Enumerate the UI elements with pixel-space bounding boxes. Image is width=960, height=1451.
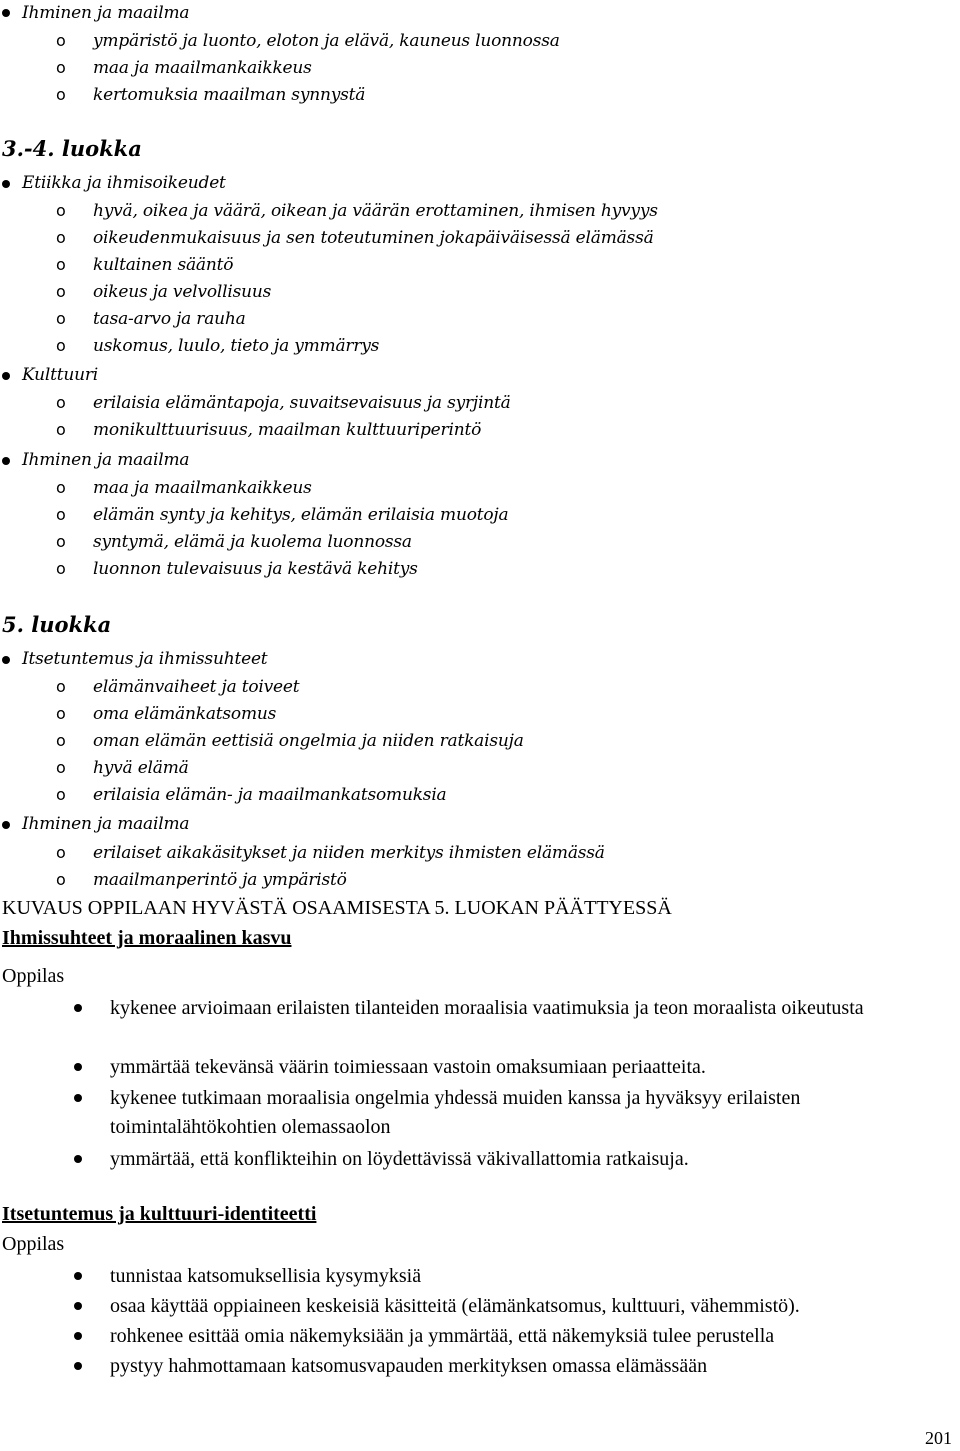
bullet-dot (2, 372, 10, 380)
group-heading: Kulttuuri (22, 365, 99, 385)
sub-bullet: o (56, 677, 66, 696)
sub-bullet: o (56, 559, 66, 578)
list-item: elämänvaiheet ja toiveet (93, 677, 300, 697)
sub-bullet: o (56, 255, 66, 274)
list-item: hyvä, oikea ja väärä, oikean ja väärän erottaminen, ihmisen hyvyys (93, 201, 658, 221)
sub-bullet: o (56, 85, 66, 104)
bullet-dot (2, 656, 10, 664)
sub-bullet: o (56, 309, 66, 328)
list-item: uskomus, luulo, tieto ja ymmärrys (93, 336, 380, 356)
list-item: oikeus ja velvollisuus (93, 282, 272, 302)
list-item: maailmanperintö ja ympäristö (93, 870, 347, 890)
list-item: luonnon tulevaisuus ja kestävä kehitys (93, 559, 418, 579)
list-item: maa ja maailmankaikkeus (93, 58, 312, 78)
sub-bullet: o (56, 393, 66, 412)
list-item: kertomuksia maailman synnystä (93, 85, 366, 105)
bullet-text: kykenee tutkimaan moraalisia ongelmia yhdessä muiden kanssa ja hyväksyy erilaisten toimintalähtökohtien olemassaolon (110, 1087, 801, 1138)
bullet-dot (2, 821, 10, 829)
sub-bullet: o (56, 758, 66, 777)
group-heading: Etiikka ja ihmisoikeudet (22, 173, 226, 193)
bullet-dot (74, 1063, 82, 1071)
list-item: hyvä elämä (93, 758, 189, 778)
bullet-text: kykenee arvioimaan erilaisten tilanteiden moraalisia vaatimuksia ja teon moraalista oikeutusta (110, 997, 864, 1019)
list-item: erilaisia elämäntapoja, suvaitsevaisuus ja syrjintä (93, 393, 511, 413)
group-heading: Ihminen ja maailma (22, 450, 190, 470)
list-item: syntymä, elämä ja kuolema luonnossa (93, 532, 412, 552)
sub-bullet: o (56, 420, 66, 439)
list-item: erilaisia elämän- ja maailmankatsomuksia (93, 785, 447, 805)
list-item: tasa-arvo ja rauha (93, 309, 246, 329)
sub-bullet: o (56, 870, 66, 889)
bullet-text: ymmärtää tekevänsä väärin toimiessaan vastoin omaksumiaan periaatteita. (110, 1056, 706, 1078)
bullet-text: rohkenee esittää omia näkemyksiään ja ymmärtää, että näkemyksiä tulee perustella (110, 1325, 775, 1347)
group-heading: Ihminen ja maailma (22, 814, 190, 834)
group-heading: Itsetuntemus ja ihmissuhteet (22, 649, 268, 669)
list-item: oikeudenmukaisuus ja sen toteutuminen jokapäiväisessä elämässä (93, 228, 654, 248)
subject-label: Oppilas (2, 1233, 65, 1255)
sub-bullet: o (56, 58, 66, 77)
sub-bullet: o (56, 201, 66, 220)
bullet-text: tunnistaa katsomuksellisia kysymyksiä (110, 1265, 422, 1287)
bullet-text: ymmärtää, että konflikteihin on löydettävissä väkivallattomia ratkaisuja. (110, 1148, 689, 1170)
subject-label: Oppilas (2, 965, 65, 987)
sub-bullet: o (56, 31, 66, 50)
list-item: elämän synty ja kehitys, elämän erilaisia muotoja (93, 505, 509, 525)
sub-bullet: o (56, 785, 66, 804)
grade-title: 5. luokka (2, 612, 112, 637)
sub-bullet: o (56, 336, 66, 355)
bullet-dot (74, 1332, 82, 1340)
sub-bullet: o (56, 228, 66, 247)
list-item: oman elämän eettisiä ongelmia ja niiden ratkaisuja (93, 731, 524, 751)
description-title: KUVAUS OPPILAAN HYVÄSTÄ OSAAMISESTA 5. LUOKAN PÄÄTTYESSÄ (2, 897, 672, 919)
list-item: monikulttuurisuus, maailman kulttuuriperintö (93, 420, 482, 440)
bullet-dot (74, 1272, 82, 1280)
list-item: kultainen sääntö (93, 255, 234, 275)
bullet-dot (74, 1302, 82, 1310)
grade-title: 3.-4. luokka (2, 136, 142, 161)
sub-bullet: o (56, 731, 66, 750)
bullet-dot (2, 9, 10, 17)
bullet-dot (74, 1004, 82, 1012)
list-item: oma elämänkatsomus (93, 704, 277, 724)
page-number: 201 (925, 1428, 952, 1448)
sub-bullet: o (56, 478, 66, 497)
bullet-dot (2, 180, 10, 188)
sub-bullet: o (56, 532, 66, 551)
list-item: maa ja maailmankaikkeus (93, 478, 312, 498)
list-item: ympäristö ja luonto, eloton ja elävä, kauneus luonnossa (93, 31, 560, 51)
bullet-dot (2, 457, 10, 465)
bullet-dot (74, 1094, 82, 1102)
sub-bullet: o (56, 282, 66, 301)
section-heading: Itsetuntemus ja kulttuuri-identiteetti (2, 1203, 317, 1225)
sub-bullet: o (56, 505, 66, 524)
bullet-text: pystyy hahmottamaan katsomusvapauden merkityksen omassa elämässään (110, 1355, 708, 1377)
section-heading: Ihmissuhteet ja moraalinen kasvu (2, 927, 292, 949)
list-item: erilaiset aikakäsitykset ja niiden merkitys ihmisten elämässä (93, 843, 605, 863)
group-heading: Ihminen ja maailma (22, 3, 190, 23)
bullet-dot (74, 1155, 82, 1163)
bullet-dot (74, 1362, 82, 1370)
sub-bullet: o (56, 704, 66, 723)
sub-bullet: o (56, 843, 66, 862)
bullet-text: osaa käyttää oppiaineen keskeisiä käsitteitä (elämänkatsomus, kulttuuri, vähemmistö). (110, 1295, 800, 1317)
